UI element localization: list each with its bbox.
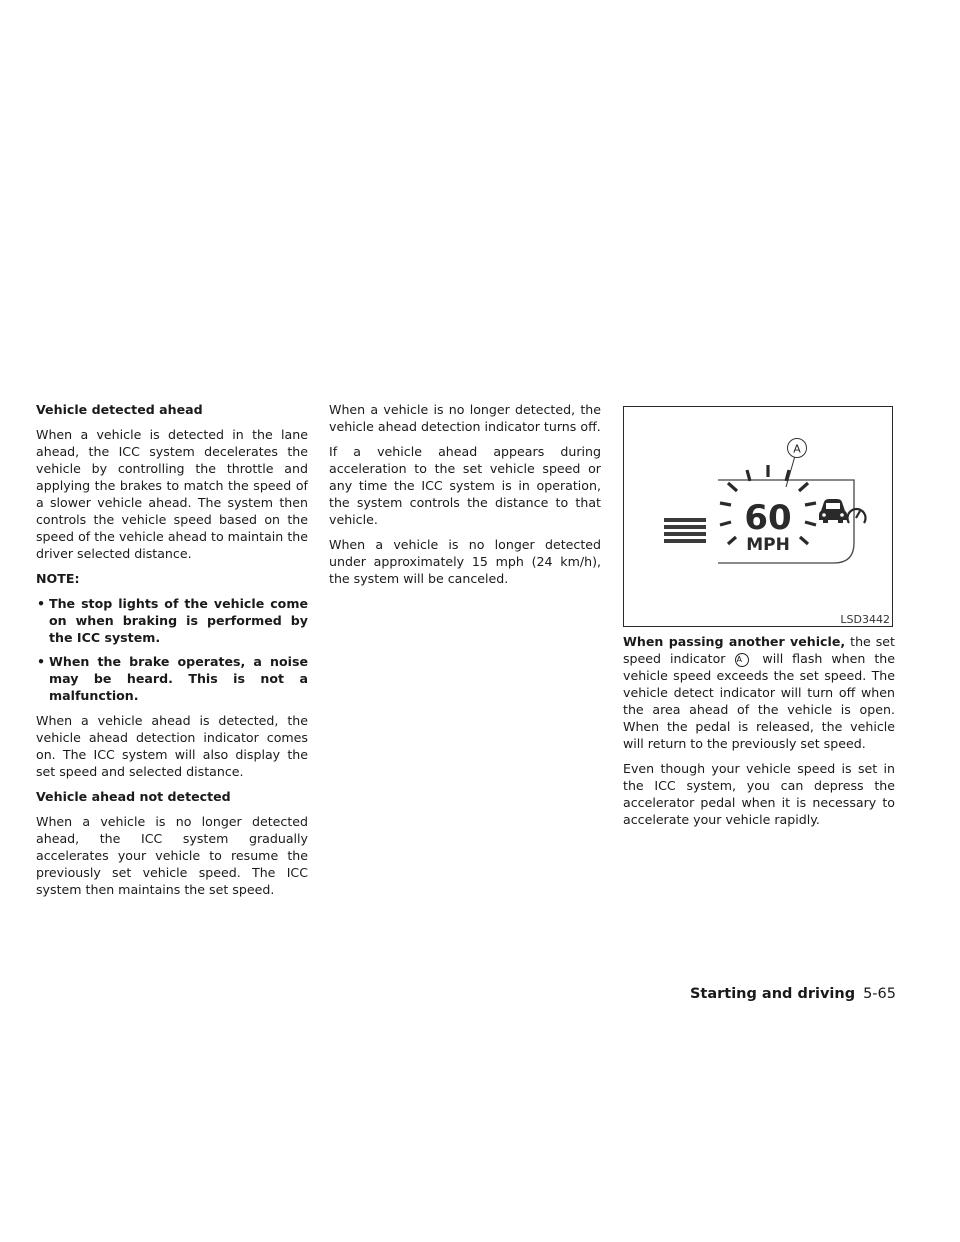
heading-vehicle-not-detected: Vehicle ahead not detected xyxy=(36,789,231,804)
text-run: the set speed indicator xyxy=(623,634,895,666)
paragraph: When a vehicle is no longer detected under approximately 15 mph (24 km/h), the system will be canceled. xyxy=(329,537,601,586)
speed-unit-label: MPH xyxy=(746,535,790,555)
section-title: Starting and driving xyxy=(689,986,856,1002)
meter-display-illustration xyxy=(624,407,892,626)
paragraph-passing xyxy=(623,633,895,752)
page-number: 5-65 xyxy=(863,986,896,1002)
vehicle-ahead-icon xyxy=(819,499,847,523)
paragraph: When a vehicle is no longer detected ahead, the ICC system gradually accelerates your vehicle to resume the previously set vehicle speed. The ICC system then maintains the set speed. xyxy=(36,814,308,897)
paragraph: If a vehicle ahead appears during acceleration to the set vehicle speed or any time the ICC system is in operation, the system controls the distance to that vehicle. xyxy=(329,444,601,527)
middle-column xyxy=(329,401,601,595)
callout-a-label: A xyxy=(793,442,801,456)
paragraph: When a vehicle is detected in the lane ahead, the ICC system decelerates the vehicle by controlling the throttle and applying the brakes to match the speed of a slower vehicle ahead. The system then controls the vehicle speed based on the speed of the vehicle ahead to maintain the driver selected distance. xyxy=(36,427,308,561)
set-speed-value: 60 xyxy=(744,498,792,538)
paragraph: When a vehicle ahead is detected, the vehicle ahead detection indicator comes on. The ICC system will also display the set speed and selected distance. xyxy=(36,713,308,779)
left-column xyxy=(36,401,308,906)
note-heading: NOTE: xyxy=(36,571,80,586)
figure-code: LSD3442 xyxy=(840,613,890,626)
page-footer xyxy=(600,985,896,1003)
note-item: • The stop lights of the vehicle come on when braking is performed by the ICC system. xyxy=(36,595,308,646)
text-run: will flash when the vehicle speed exceeds the set speed. The vehicle detect indicator will turn off when the area ahead of the vehicle is open. When the pedal is released, the vehicle will return to the previously set speed. xyxy=(623,651,895,751)
note-item: • When the brake operates, a noise may be heard. This is not a malfunction. xyxy=(36,653,308,704)
lead-bold: When passing another vehicle, xyxy=(623,634,846,649)
gauge-icon xyxy=(848,509,866,523)
paragraph: Even though your vehicle speed is set in the ICC system, you can depress the accelerator pedal when it is necessary to accelerate your vehicle rapidly. xyxy=(623,761,895,827)
distance-bars-icon xyxy=(664,518,706,543)
right-column xyxy=(623,633,895,836)
indicator-a-icon: A xyxy=(735,653,749,667)
paragraph: When a vehicle is no longer detected, the vehicle ahead detection indicator turns off. xyxy=(329,402,601,434)
note-list xyxy=(36,595,308,704)
icc-display-figure xyxy=(623,406,893,627)
heading-vehicle-detected: Vehicle detected ahead xyxy=(36,402,203,417)
